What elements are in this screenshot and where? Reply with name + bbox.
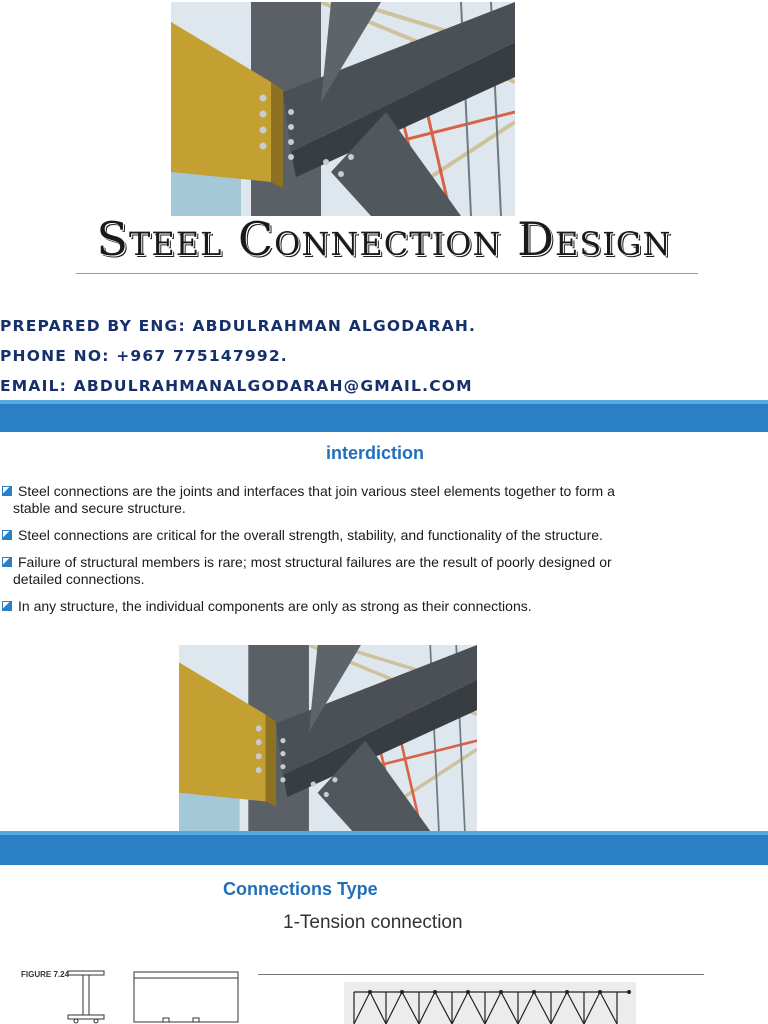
section-band	[0, 831, 768, 865]
bullet-item	[2, 554, 742, 588]
bullet-text: Steel connections are the joints and interfaces that join various steel elements together to form a	[18, 483, 615, 499]
document-title: Steel Connection Design	[96, 212, 672, 266]
plate-elevation-figure	[133, 970, 239, 1024]
checkbox-bullet-icon	[2, 557, 12, 567]
truss-figure	[344, 982, 636, 1024]
bullet-item	[2, 598, 742, 615]
checkbox-bullet-icon	[2, 601, 12, 611]
section-heading-interdiction: interdiction	[326, 443, 424, 463]
bullet-text-continued: stable and secure structure.	[13, 500, 186, 516]
figure-divider	[258, 974, 704, 975]
bullet-text: In any structure, the individual components are only as strong as their connections.	[18, 598, 532, 614]
bullet-text: Failure of structural members is rare; most structural failures are the result of poorly designed or	[18, 554, 612, 570]
subheading-tension-connection: 1-Tension connection	[283, 912, 463, 933]
steel-connection-photo-top	[171, 2, 515, 216]
bullet-text-continued: detailed connections.	[13, 571, 145, 587]
title-divider	[76, 273, 698, 274]
phone-line: PHONE NO: +967 775147992.	[0, 347, 288, 365]
ibeam-section-figure	[66, 969, 106, 1024]
steel-connection-photo-mid	[179, 645, 477, 831]
bullet-item	[2, 527, 742, 544]
bullet-list	[2, 483, 742, 622]
bullet-item	[2, 483, 742, 517]
author-line: PREPARED BY ENG: ABDULRAHMAN ALGODARAH.	[0, 317, 477, 335]
checkbox-bullet-icon	[2, 530, 12, 540]
email-line: EMAIL: ABDULRAHMANALGODARAH@GMAIL.COM	[0, 377, 473, 395]
bullet-text: Steel connections are critical for the overall strength, stability, and functionality of the structure.	[18, 527, 603, 543]
section-band	[0, 400, 768, 432]
section-heading-connections-type: Connections Type	[223, 879, 378, 899]
checkbox-bullet-icon	[2, 486, 12, 496]
figure-label: FIGURE 7.24	[21, 970, 70, 979]
